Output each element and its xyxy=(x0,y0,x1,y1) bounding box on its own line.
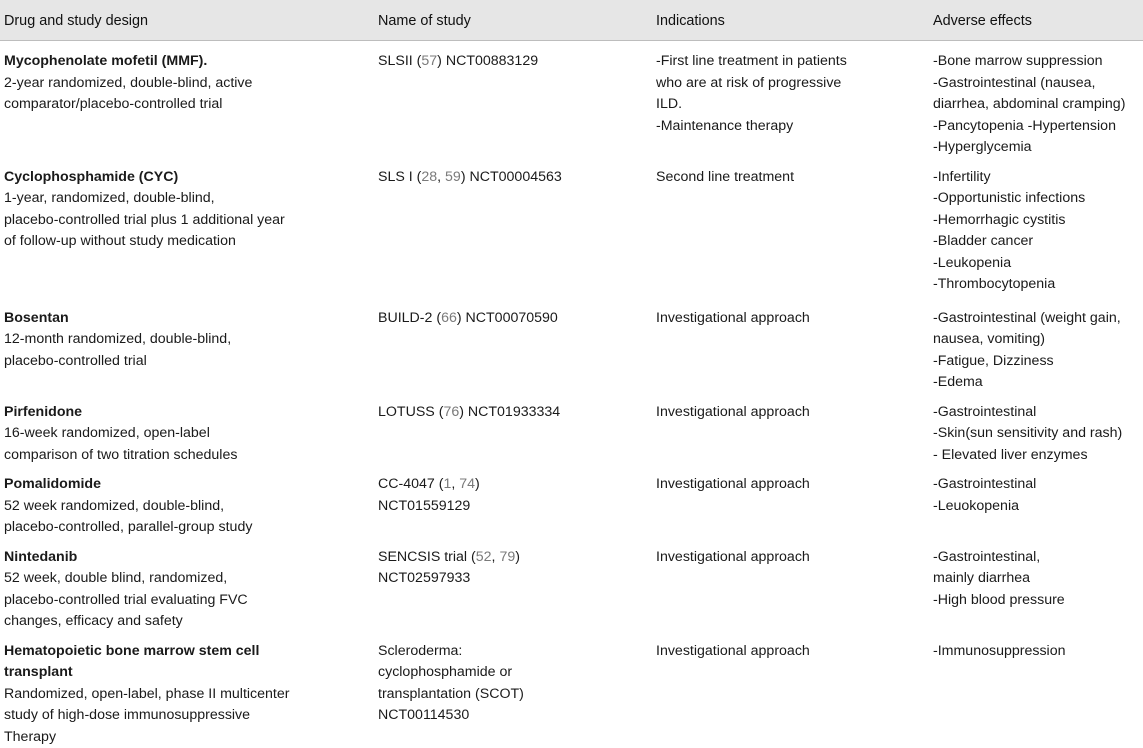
reference-link[interactable]: 66 xyxy=(441,310,457,326)
study-name-cell xyxy=(374,159,652,296)
study-name-cell xyxy=(374,466,652,539)
study-name-text: ) NCT01933334 xyxy=(459,404,560,420)
drug-name: Pirfenidone xyxy=(4,402,370,424)
study-name-text: NCT00114530 xyxy=(378,707,469,723)
drug-name: Cyclophosphamide (CYC) xyxy=(4,167,370,189)
table-header xyxy=(0,0,1143,41)
study-name-line xyxy=(378,705,648,727)
adverse-effect-line: -Gastrointestinal (weight gain, xyxy=(933,308,1139,330)
study-name-text: transplantation (SCOT) xyxy=(378,686,524,702)
table-row xyxy=(0,633,1143,748)
study-name-cell xyxy=(374,394,652,467)
study-name-text: , xyxy=(451,476,459,492)
adverse-effect-line: -Gastrointestinal, xyxy=(933,547,1139,569)
indication-line: Investigational approach xyxy=(656,402,925,424)
header-row xyxy=(0,0,1143,41)
adverse-effect-line: -Infertility xyxy=(933,167,1139,189)
adverse-effect-line: -Hyperglycemia xyxy=(933,137,1139,159)
adverse-effects-cell xyxy=(929,394,1143,467)
header-indications: Indications xyxy=(652,0,929,41)
indications-cell xyxy=(652,466,929,539)
adverse-effect-line: -Bone marrow suppression xyxy=(933,51,1139,73)
table-row xyxy=(0,159,1143,296)
adverse-effect-line: nausea, vomiting) xyxy=(933,329,1139,351)
drug-design-cell xyxy=(0,394,374,467)
adverse-effect-line: - Elevated liver enzymes xyxy=(933,445,1139,467)
reference-link[interactable]: 52 xyxy=(476,549,492,565)
adverse-effect-line: -Leuokopenia xyxy=(933,496,1139,518)
study-design-line: 52 week, double blind, randomized, xyxy=(4,568,370,590)
indications-cell xyxy=(652,159,929,296)
study-design-line: placebo-controlled trial evaluating FVC xyxy=(4,590,370,612)
indications-cell xyxy=(652,296,929,394)
drug-design-cell xyxy=(0,296,374,394)
indication-line: Investigational approach xyxy=(656,641,925,663)
drug-design-cell xyxy=(0,41,374,159)
study-name-line xyxy=(378,496,648,518)
indication-line: Investigational approach xyxy=(656,308,925,330)
study-name-text: LOTUSS ( xyxy=(378,404,443,420)
study-name-text: , xyxy=(492,549,500,565)
study-name-text: ) xyxy=(475,476,480,492)
study-name-text: SLSII ( xyxy=(378,53,421,69)
indication-line: ILD. xyxy=(656,94,925,116)
header-adverse-effects: Adverse effects xyxy=(929,0,1143,41)
study-name-text: SLS I ( xyxy=(378,169,421,185)
study-design-line: comparator/placebo-controlled trial xyxy=(4,94,370,116)
indication-line: -Maintenance therapy xyxy=(656,116,925,138)
study-name-text: ) NCT00070590 xyxy=(457,310,558,326)
study-name-text: SENCSIS trial ( xyxy=(378,549,476,565)
study-name-text: BUILD-2 ( xyxy=(378,310,441,326)
drug-design-cell xyxy=(0,159,374,296)
adverse-effect-line: -Gastrointestinal (nausea, xyxy=(933,73,1139,95)
table-row xyxy=(0,466,1143,539)
study-design-line: placebo-controlled, parallel-group study xyxy=(4,517,370,539)
reference-link[interactable]: 74 xyxy=(459,476,475,492)
indications-cell xyxy=(652,394,929,467)
indications-cell xyxy=(652,41,929,159)
adverse-effect-line: -High blood pressure xyxy=(933,590,1139,612)
study-design xyxy=(4,329,370,372)
study-name-line xyxy=(378,641,648,663)
study-design xyxy=(4,423,370,466)
indications-cell xyxy=(652,633,929,748)
adverse-effect-line: -Bladder cancer xyxy=(933,231,1139,253)
reference-link[interactable]: 76 xyxy=(443,404,459,420)
study-design xyxy=(4,188,370,253)
study-design-line: placebo-controlled trial plus 1 additional year xyxy=(4,210,370,232)
adverse-effect-line: -Pancytopenia -Hypertension xyxy=(933,116,1139,138)
study-name-text: Scleroderma: xyxy=(378,643,462,659)
study-design xyxy=(4,684,370,748)
adverse-effects-cell xyxy=(929,159,1143,296)
drug-name: transplant xyxy=(4,662,370,684)
study-name-line xyxy=(378,684,648,706)
study-name-line xyxy=(378,51,648,73)
reference-link[interactable]: 1 xyxy=(443,476,451,492)
reference-link[interactable]: 28 xyxy=(421,169,437,185)
drug-name: Pomalidomide xyxy=(4,474,370,496)
study-design-line: 16-week randomized, open-label xyxy=(4,423,370,445)
header-drug-design: Drug and study design xyxy=(0,0,374,41)
study-name-cell xyxy=(374,633,652,748)
study-design-line: study of high-dose immunosuppressive xyxy=(4,705,370,727)
table-row xyxy=(0,394,1143,467)
adverse-effect-line: -Hemorrhagic cystitis xyxy=(933,210,1139,232)
study-design-line: placebo-controlled trial xyxy=(4,351,370,373)
adverse-effects-cell xyxy=(929,633,1143,748)
indication-line: Investigational approach xyxy=(656,547,925,569)
study-name-cell xyxy=(374,41,652,159)
study-name-cell xyxy=(374,539,652,633)
reference-link[interactable]: 79 xyxy=(499,549,515,565)
adverse-effects-cell xyxy=(929,41,1143,159)
indication-line: Investigational approach xyxy=(656,474,925,496)
table-row xyxy=(0,539,1143,633)
adverse-effect-line: mainly diarrhea xyxy=(933,568,1139,590)
drug-name: Bosentan xyxy=(4,308,370,330)
adverse-effect-line: -Edema xyxy=(933,372,1139,394)
study-design-line: changes, efficacy and safety xyxy=(4,611,370,633)
study-design xyxy=(4,568,370,633)
adverse-effect-line: -Skin(sun sensitivity and rash) xyxy=(933,423,1139,445)
header-study-name: Name of study xyxy=(374,0,652,41)
study-name-text: NCT01559129 xyxy=(378,498,470,514)
drug-design-cell xyxy=(0,633,374,748)
indication-line: Second line treatment xyxy=(656,167,925,189)
adverse-effect-line: -Thrombocytopenia xyxy=(933,274,1139,296)
study-design-line: 52 week randomized, double-blind, xyxy=(4,496,370,518)
adverse-effect-line: -Immunosuppression xyxy=(933,641,1139,663)
adverse-effect-line: -Opportunistic infections xyxy=(933,188,1139,210)
study-name-text: NCT02597933 xyxy=(378,570,470,586)
table-row xyxy=(0,41,1143,159)
adverse-effect-line: -Leukopenia xyxy=(933,253,1139,275)
study-name-line xyxy=(378,568,648,590)
study-name-text: CC-4047 ( xyxy=(378,476,443,492)
adverse-effect-line: diarrhea, abdominal cramping) xyxy=(933,94,1139,116)
study-design-line: Therapy xyxy=(4,727,370,748)
drug-name: Nintedanib xyxy=(4,547,370,569)
adverse-effect-line: -Gastrointestinal xyxy=(933,474,1139,496)
study-name-cell xyxy=(374,296,652,394)
study-design-line: comparison of two titration schedules xyxy=(4,445,370,467)
study-name-line xyxy=(378,167,648,189)
study-design xyxy=(4,496,370,539)
adverse-effects-cell xyxy=(929,296,1143,394)
drug-design-cell xyxy=(0,539,374,633)
study-design-line: Randomized, open-label, phase II multicenter xyxy=(4,684,370,706)
drug-design-cell xyxy=(0,466,374,539)
reference-link[interactable]: 57 xyxy=(421,53,437,69)
study-name-line xyxy=(378,474,648,496)
study-design-line: 2-year randomized, double-blind, active xyxy=(4,73,370,95)
study-name-line xyxy=(378,547,648,569)
adverse-effect-line: -Fatigue, Dizziness xyxy=(933,351,1139,373)
study-name-text: ) NCT00883129 xyxy=(437,53,538,69)
study-name-line xyxy=(378,662,648,684)
indication-line: who are at risk of progressive xyxy=(656,73,925,95)
table-row xyxy=(0,296,1143,394)
study-name-text: ) xyxy=(515,549,520,565)
drug-name: Hematopoietic bone marrow stem cell xyxy=(4,641,370,663)
study-name-line xyxy=(378,308,648,330)
study-design-line: of follow-up without study medication xyxy=(4,231,370,253)
adverse-effects-cell xyxy=(929,539,1143,633)
study-name-text: , xyxy=(437,169,445,185)
drug-name: Mycophenolate mofetil (MMF). xyxy=(4,51,370,73)
study-name-text: cyclophosphamide or xyxy=(378,664,512,680)
adverse-effects-cell xyxy=(929,466,1143,539)
adverse-effect-line: -Gastrointestinal xyxy=(933,402,1139,424)
study-design xyxy=(4,73,370,116)
indications-cell xyxy=(652,539,929,633)
study-name-line xyxy=(378,402,648,424)
reference-link[interactable]: 59 xyxy=(445,169,461,185)
table-body xyxy=(0,41,1143,748)
indication-line: -First line treatment in patients xyxy=(656,51,925,73)
study-name-text: ) NCT00004563 xyxy=(461,169,562,185)
study-design-line: 1-year, randomized, double-blind, xyxy=(4,188,370,210)
study-design-line: 12-month randomized, double-blind, xyxy=(4,329,370,351)
